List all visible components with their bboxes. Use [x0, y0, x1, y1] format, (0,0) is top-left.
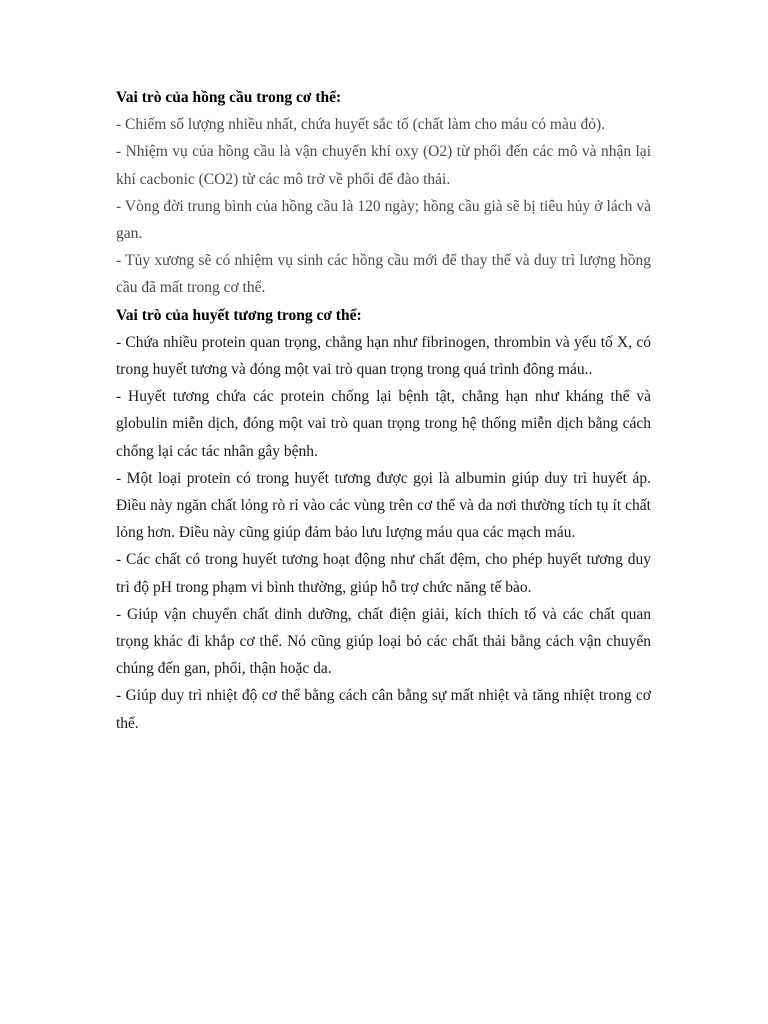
- paragraph: - Tủy xương sẽ có nhiệm vụ sinh các hồng cầu mới để thay thế và duy trì lượng hồng cầu đã mất trong cơ thể.: [116, 252, 651, 297]
- paragraph: - Vòng đời trung bình của hồng cầu là 120 ngày; hồng cầu già sẽ bị tiêu hủy ở lách và gan.: [116, 197, 651, 243]
- paragraph: - Chứa nhiều protein quan trọng, chẳng hạn như fibrinogen, thrombin và yếu tố X, có trong huyết tương và đóng một vai trò quan trọng trong quá trình đông máu..: [116, 333, 651, 379]
- document-page: [116, 84, 651, 737]
- paragraph: - Giúp duy trì nhiệt độ cơ thể bằng cách cân bằng sự mất nhiệt và tăng nhiệt trong cơ thể.: [116, 687, 651, 732]
- section-heading: Vai trò của hồng cầu trong cơ thể:: [116, 89, 342, 106]
- section-heading: Vai trò của huyết tương trong cơ thể:: [116, 306, 362, 324]
- paragraph: - Chiếm số lượng nhiều nhất, chứa huyết sắc tố (chất làm cho máu có màu đỏ).: [116, 116, 606, 134]
- paragraph: - Các chất có trong huyết tương hoạt động như chất đệm, cho phép huyết tương duy trì độ pH trong phạm vi bình thường, giúp hỗ trợ chức năng tế bào.: [116, 551, 651, 596]
- section-plasma: [116, 302, 651, 737]
- paragraph: - Giúp vận chuyển chất dinh dưỡng, chất điện giải, kích thích tố và các chất quan trọng khác đi khắp cơ thể. Nó cũng giúp loại bỏ các chất thải bằng cách vận chuyển chúng đến gan, phổi, thận hoặc da.: [116, 605, 651, 678]
- paragraph: - Nhiệm vụ của hồng cầu là vận chuyển khí oxy (O2) từ phổi đến các mô và nhận lại khí cacbonic (CO2) từ các mô trở về phổi để đào thải.: [116, 143, 651, 188]
- section-red-blood-cells: [116, 84, 651, 302]
- paragraph: - Huyết tương chứa các protein chống lại bệnh tật, chẳng hạn như kháng thể và globulin miễn dịch, đóng một vai trò quan trọng trong hệ thống miễn dịch bằng cách chống lại các tác nhân gây bệnh.: [116, 388, 651, 460]
- paragraph: - Một loại protein có trong huyết tương được gọi là albumin giúp duy trì huyết áp. Điều này ngăn chất lỏng rò rỉ vào các vùng trên cơ thể và da nơi thường tích tụ ít chất lỏng hơn. Điều này cũng giúp đảm bảo lưu lượng máu qua các mạch máu.: [116, 469, 651, 542]
